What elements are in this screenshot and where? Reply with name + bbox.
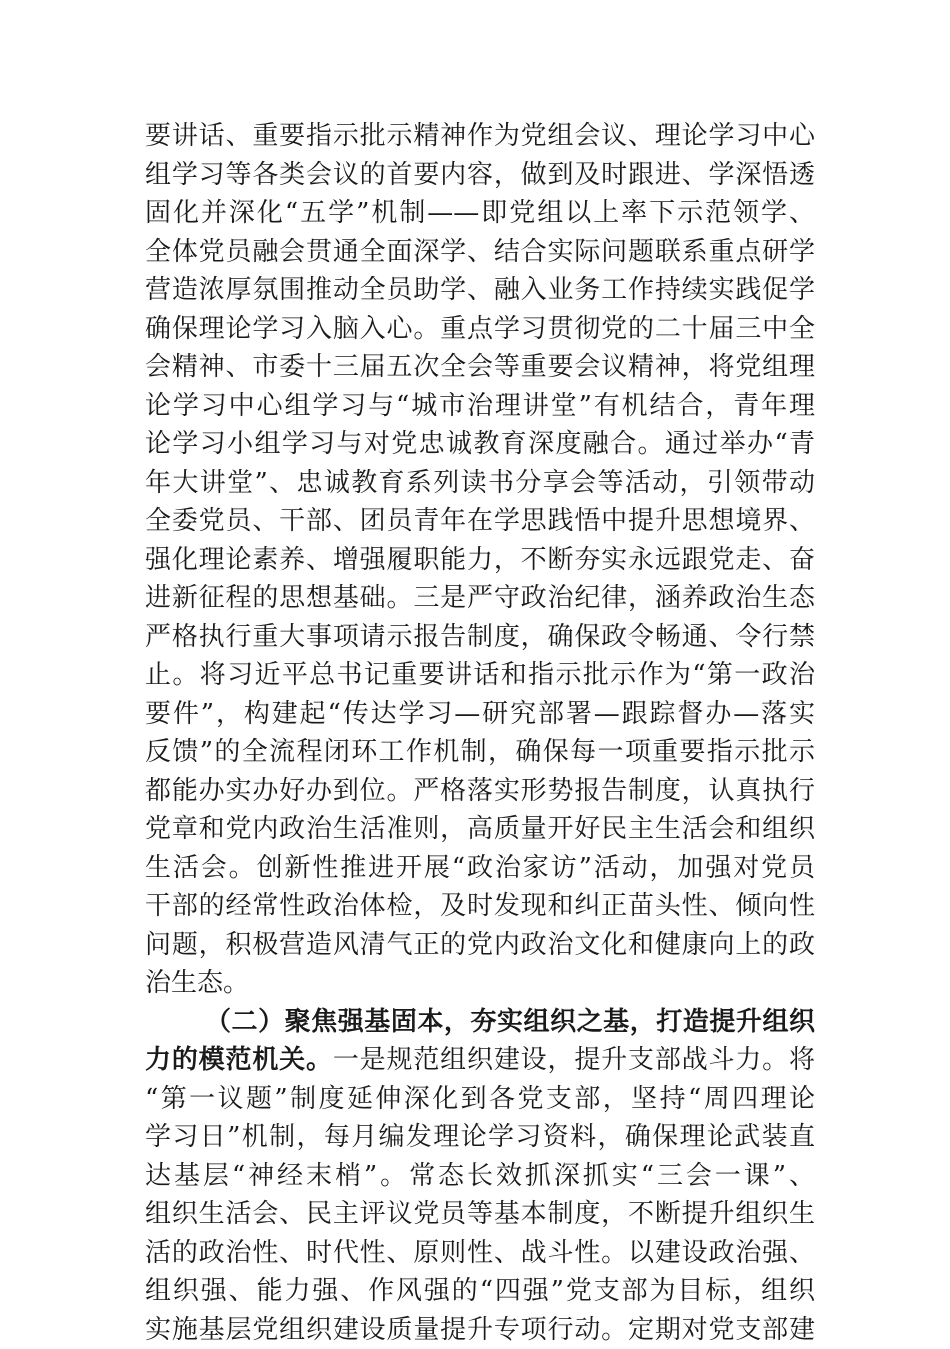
text-line: 活的政治性、时代性、原则性、战斗性。以建设政治强、	[145, 1234, 815, 1273]
text-line: 治生态。	[145, 964, 815, 1003]
text-line: 营造浓厚氛围推动全员助学、融入业务工作持续实践促学	[145, 271, 815, 310]
section-heading-tail: 力的模范机关。	[145, 1045, 333, 1075]
text-line: 实施基层党组织建设质量提升专项行动。定期对党支部建	[145, 1311, 815, 1349]
text-line: 全体党员融会贯通全面深学、结合实际问题联系重点研学	[145, 233, 815, 272]
section-heading-continuation	[145, 1041, 815, 1080]
text-line: 反馈”的全流程闭环工作机制，确保每一项重要指示批示	[145, 733, 815, 772]
text-line: 论学习中心组学习与“城市治理讲堂”有机结合，青年理	[145, 387, 815, 426]
text-line: 会精神、市委十三届五次全会等重要会议精神，将党组理	[145, 348, 815, 387]
text-line: “第一议题”制度延伸深化到各党支部，坚持“周四理论	[145, 1080, 815, 1119]
text-line: 学习日”机制，每月编发理论学习资料，确保理论武装直	[145, 1118, 815, 1157]
text-line: 党章和党内政治生活准则，高质量开好民主生活会和组织	[145, 810, 815, 849]
text-line: 组学习等各类会议的首要内容，做到及时跟进、学深悟透	[145, 156, 815, 195]
section-heading: （二）聚焦强基固本，夯实组织之基，打造提升组织	[145, 1003, 815, 1042]
text-line: 生活会。创新性推进开展“政治家访”活动，加强对党员	[145, 849, 815, 888]
text-line: 组织生活会、民主评议党员等基本制度，不断提升组织生	[145, 1195, 815, 1234]
text-line: 问题，积极营造风清气正的党内政治文化和健康向上的政	[145, 926, 815, 965]
text-line: 确保理论学习入脑入心。重点学习贯彻党的二十届三中全	[145, 310, 815, 349]
text-line: 要讲话、重要指示批示精神作为党组会议、理论学习中心	[145, 117, 815, 156]
text-line: 要件”，构建起“传达学习—研究部署—跟踪督办—落实	[145, 695, 815, 734]
text-line: 论学习小组学习与对党忠诚教育深度融合。通过举办“青	[145, 425, 815, 464]
text-line: 全委党员、干部、团员青年在学思践悟中提升思想境界、	[145, 502, 815, 541]
text-line: 严格执行重大事项请示报告制度，确保政令畅通、令行禁	[145, 618, 815, 657]
text-line: 干部的经常性政治体检，及时发现和纠正苗头性、倾向性	[145, 887, 815, 926]
section-text-start: 一是规范组织建设，提升支部战斗力。将	[333, 1045, 815, 1075]
text-line: 组织强、能力强、作风强的“四强”党支部为目标，组织	[145, 1272, 815, 1311]
text-line: 年大讲堂”、忠诚教育系列读书分享会等活动，引领带动	[145, 464, 815, 503]
text-line: 强化理论素养、增强履职能力，不断夯实永远跟党走、奋	[145, 541, 815, 580]
text-line: 进新征程的思想基础。三是严守政治纪律，涵养政治生态	[145, 579, 815, 618]
text-line: 达基层“神经末梢”。常态长效抓深抓实“三会一课”、	[145, 1157, 815, 1196]
text-line: 都能办实办好办到位。严格落实形势报告制度，认真执行	[145, 772, 815, 811]
text-line: 止。将习近平总书记重要讲话和指示批示作为“第一政治	[145, 656, 815, 695]
text-line: 固化并深化“五学”机制——即党组以上率下示范领学、	[145, 194, 815, 233]
body-text	[145, 117, 815, 1349]
